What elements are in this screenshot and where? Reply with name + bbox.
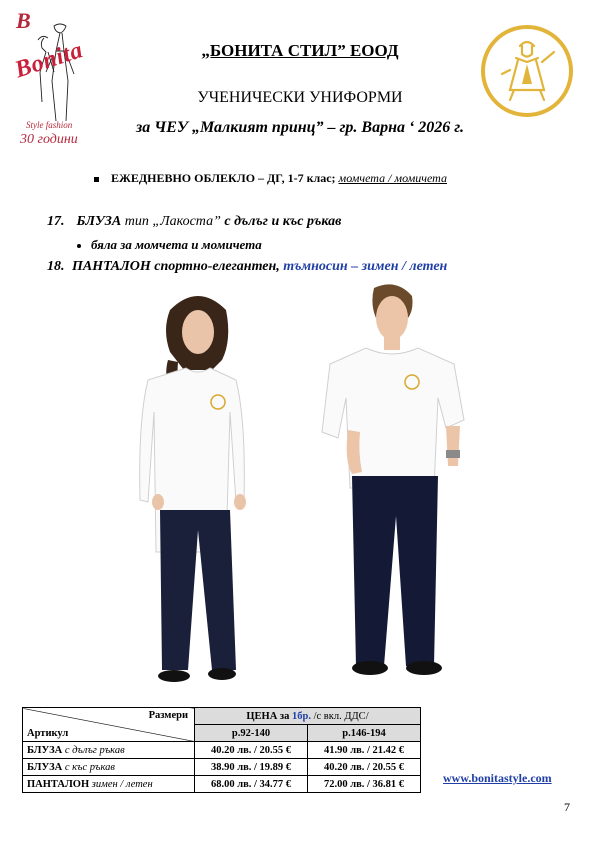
- section-bold-text: ЕЖЕДНЕВНО ОБЛЕКЛО – ДГ, 1-7 клас;: [111, 171, 336, 185]
- price-cell: 40.20 лв. / 20.55 €: [308, 759, 421, 776]
- price-header: [195, 708, 421, 725]
- logo-b-mark: B: [16, 8, 31, 33]
- website-link[interactable]: www.bonitastyle.com: [443, 771, 552, 785]
- item-name: БЛУЗА: [76, 214, 122, 229]
- list-item-trousers: [47, 259, 447, 275]
- row-article: [23, 759, 195, 776]
- table-row: [23, 776, 421, 793]
- size-col: р.92-140: [195, 725, 308, 742]
- item-desc: спортно-елегантен,: [150, 259, 284, 274]
- price-cell: 40.20 лв. / 20.55 €: [195, 742, 308, 759]
- subitem-text: бяла за момчета и момичета: [91, 237, 262, 252]
- section-heading: [94, 171, 447, 186]
- item-desc: тип „Лакоста”: [121, 214, 225, 229]
- list-subitem-blouse: [77, 237, 262, 253]
- table-corner-header: [23, 708, 195, 742]
- article-name: БЛУЗА: [27, 744, 63, 756]
- item-desc-blue: тъмносин – зимен / летен: [283, 259, 448, 274]
- article-detail: зимен / летен: [89, 778, 153, 790]
- item-desc-bold: с дълъг и къс ръкав: [224, 214, 342, 229]
- header-article: Артикул: [27, 728, 69, 739]
- row-article: [23, 776, 195, 793]
- item-number: 18.: [47, 259, 65, 274]
- company-name: „БОНИТА СТИЛ” ЕООД: [201, 41, 399, 60]
- price-qty: 1бр.: [292, 710, 311, 722]
- table-header-row: [23, 708, 421, 725]
- price-cell: 41.90 лв. / 21.42 €: [308, 742, 421, 759]
- uniform-models-photo: [130, 280, 470, 690]
- size-col: р.146-194: [308, 725, 421, 742]
- page-subtitle: за ЧЕУ „Малкият принц” – гр. Варна ‘ 2026 г.: [136, 119, 464, 136]
- item-name: ПАНТАЛОН: [72, 259, 151, 274]
- price-vat: /с вкл. ДДС/: [310, 710, 369, 722]
- table-row: [23, 759, 421, 776]
- article-name: БЛУЗА: [27, 761, 63, 773]
- price-cell: 38.90 лв. / 19.89 €: [195, 759, 308, 776]
- list-item-blouse: [47, 214, 341, 230]
- article-detail: с къс ръкав: [62, 761, 115, 773]
- section-italic-text: момчета / момичета: [338, 171, 447, 185]
- boy-model: [322, 284, 464, 675]
- price-cell: 72.00 лв. / 36.81 €: [308, 776, 421, 793]
- price-label: ЦЕНА за: [246, 710, 293, 722]
- price-table: [22, 707, 421, 793]
- table-row: [23, 742, 421, 759]
- logo-years: 30 години: [20, 132, 78, 147]
- article-name: ПАНТАЛОН: [27, 778, 90, 790]
- girl-model: [140, 296, 246, 682]
- page-number: 7: [564, 800, 570, 814]
- header-sizes: Размери: [148, 710, 188, 721]
- logo-tagline: Style fashion: [26, 120, 73, 130]
- article-detail: с дълъг ръкав: [62, 744, 125, 756]
- round-bullet-icon: [77, 244, 81, 248]
- row-article: [23, 742, 195, 759]
- logo-brand: Bonita: [11, 37, 87, 84]
- price-cell: 68.00 лв. / 34.77 €: [195, 776, 308, 793]
- item-number: 17.: [47, 214, 65, 229]
- page-title: УЧЕНИЧЕСКИ УНИФОРМИ: [197, 89, 403, 106]
- square-bullet-icon: [94, 177, 99, 182]
